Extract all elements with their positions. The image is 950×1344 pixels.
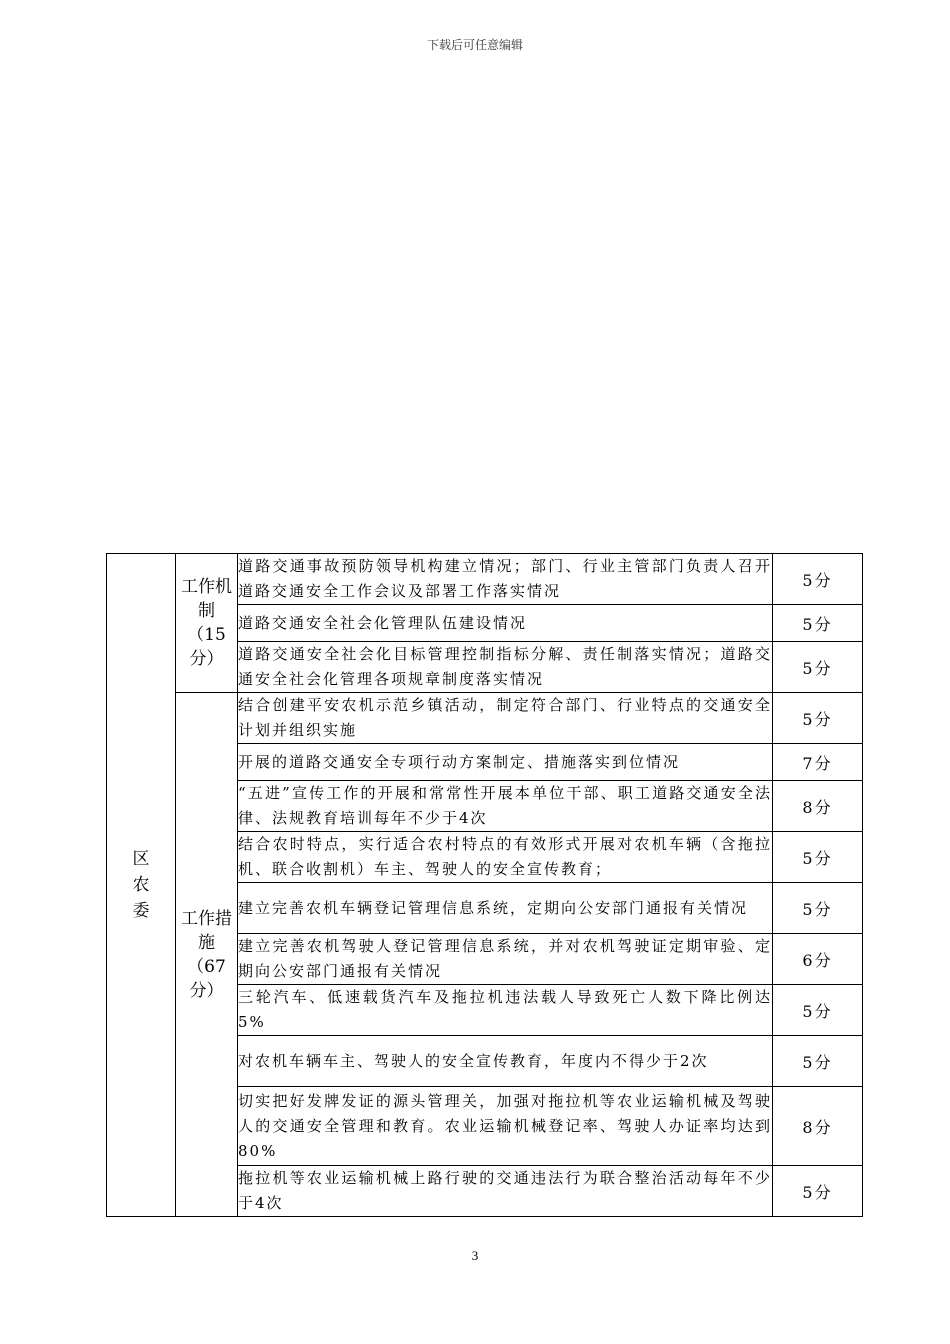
item-score: 5分 bbox=[773, 554, 863, 605]
item-score: 7分 bbox=[773, 744, 863, 781]
item-score: 5分 bbox=[773, 985, 863, 1036]
table-row bbox=[107, 693, 863, 744]
department-char: 委 bbox=[132, 901, 150, 921]
item-text: “五进”宣传工作的开展和常常性开展本单位干部、职工道路交通安全法律、法规教育培训每年不少于4次 bbox=[238, 781, 773, 832]
item-score: 5分 bbox=[773, 883, 863, 934]
department-char: 区 bbox=[132, 849, 150, 869]
item-text: 建立完善农机车辆登记管理信息系统，定期向公安部门通报有关情况 bbox=[238, 883, 773, 934]
item-text: 结合农时特点，实行适合农村特点的有效形式开展对农机车辆（含拖拉机、联合收割机）车主、驾驶人的安全宣传教育； bbox=[238, 832, 773, 883]
item-text: 道路交通安全社会化管理队伍建设情况 bbox=[238, 605, 773, 642]
category-cell bbox=[176, 554, 238, 693]
item-text: 建立完善农机驾驶人登记管理信息系统，并对农机驾驶证定期审验、定期向公安部门通报有关情况 bbox=[238, 934, 773, 985]
item-text: 结合创建平安农机示范乡镇活动，制定符合部门、行业特点的交通安全计划并组织实施 bbox=[238, 693, 773, 744]
category-name: 工作机制 bbox=[181, 577, 232, 621]
page-number: 3 bbox=[471, 1248, 479, 1263]
department-label bbox=[107, 846, 175, 924]
item-score: 5分 bbox=[773, 1166, 863, 1217]
category-points: （15分） bbox=[187, 625, 226, 669]
item-score: 8分 bbox=[773, 1087, 863, 1166]
item-text: 开展的道路交通安全专项行动方案制定、措施落实到位情况 bbox=[238, 744, 773, 781]
department-char: 农 bbox=[132, 875, 150, 895]
page-header: 下载后可任意编辑 bbox=[426, 38, 523, 52]
item-score: 5分 bbox=[773, 832, 863, 883]
category-cell bbox=[176, 693, 238, 1217]
item-text: 切实把好发牌发证的源头管理关，加强对拖拉机等农业运输机械及驾驶人的交通安全管理和教育。农业运输机械登记率、驾驶人办证率均达到80% bbox=[238, 1087, 773, 1166]
evaluation-table bbox=[106, 553, 863, 1217]
item-text: 道路交通安全社会化目标管理控制指标分解、责任制落实情况；道路交通安全社会化管理各项规章制度落实情况 bbox=[238, 642, 773, 693]
item-text: 三轮汽车、低速载货汽车及拖拉机违法载人导致死亡人数下降比例达5% bbox=[238, 985, 773, 1036]
table-row bbox=[107, 554, 863, 605]
item-score: 5分 bbox=[773, 1036, 863, 1087]
item-score: 5分 bbox=[773, 693, 863, 744]
item-text: 对农机车辆车主、驾驶人的安全宣传教育，年度内不得少于2次 bbox=[238, 1036, 773, 1087]
item-score: 6分 bbox=[773, 934, 863, 985]
category-name: 工作措施 bbox=[181, 908, 232, 953]
item-score: 5分 bbox=[773, 642, 863, 693]
item-score: 8分 bbox=[773, 781, 863, 832]
department-cell bbox=[107, 554, 176, 1217]
category-points: （67分） bbox=[187, 956, 226, 1001]
item-text: 道路交通事故预防领导机构建立情况；部门、行业主管部门负责人召开道路交通安全工作会议及部署工作落实情况 bbox=[238, 554, 773, 605]
item-score: 5分 bbox=[773, 605, 863, 642]
item-text: 拖拉机等农业运输机械上路行驶的交通违法行为联合整治活动每年不少于4次 bbox=[238, 1166, 773, 1217]
